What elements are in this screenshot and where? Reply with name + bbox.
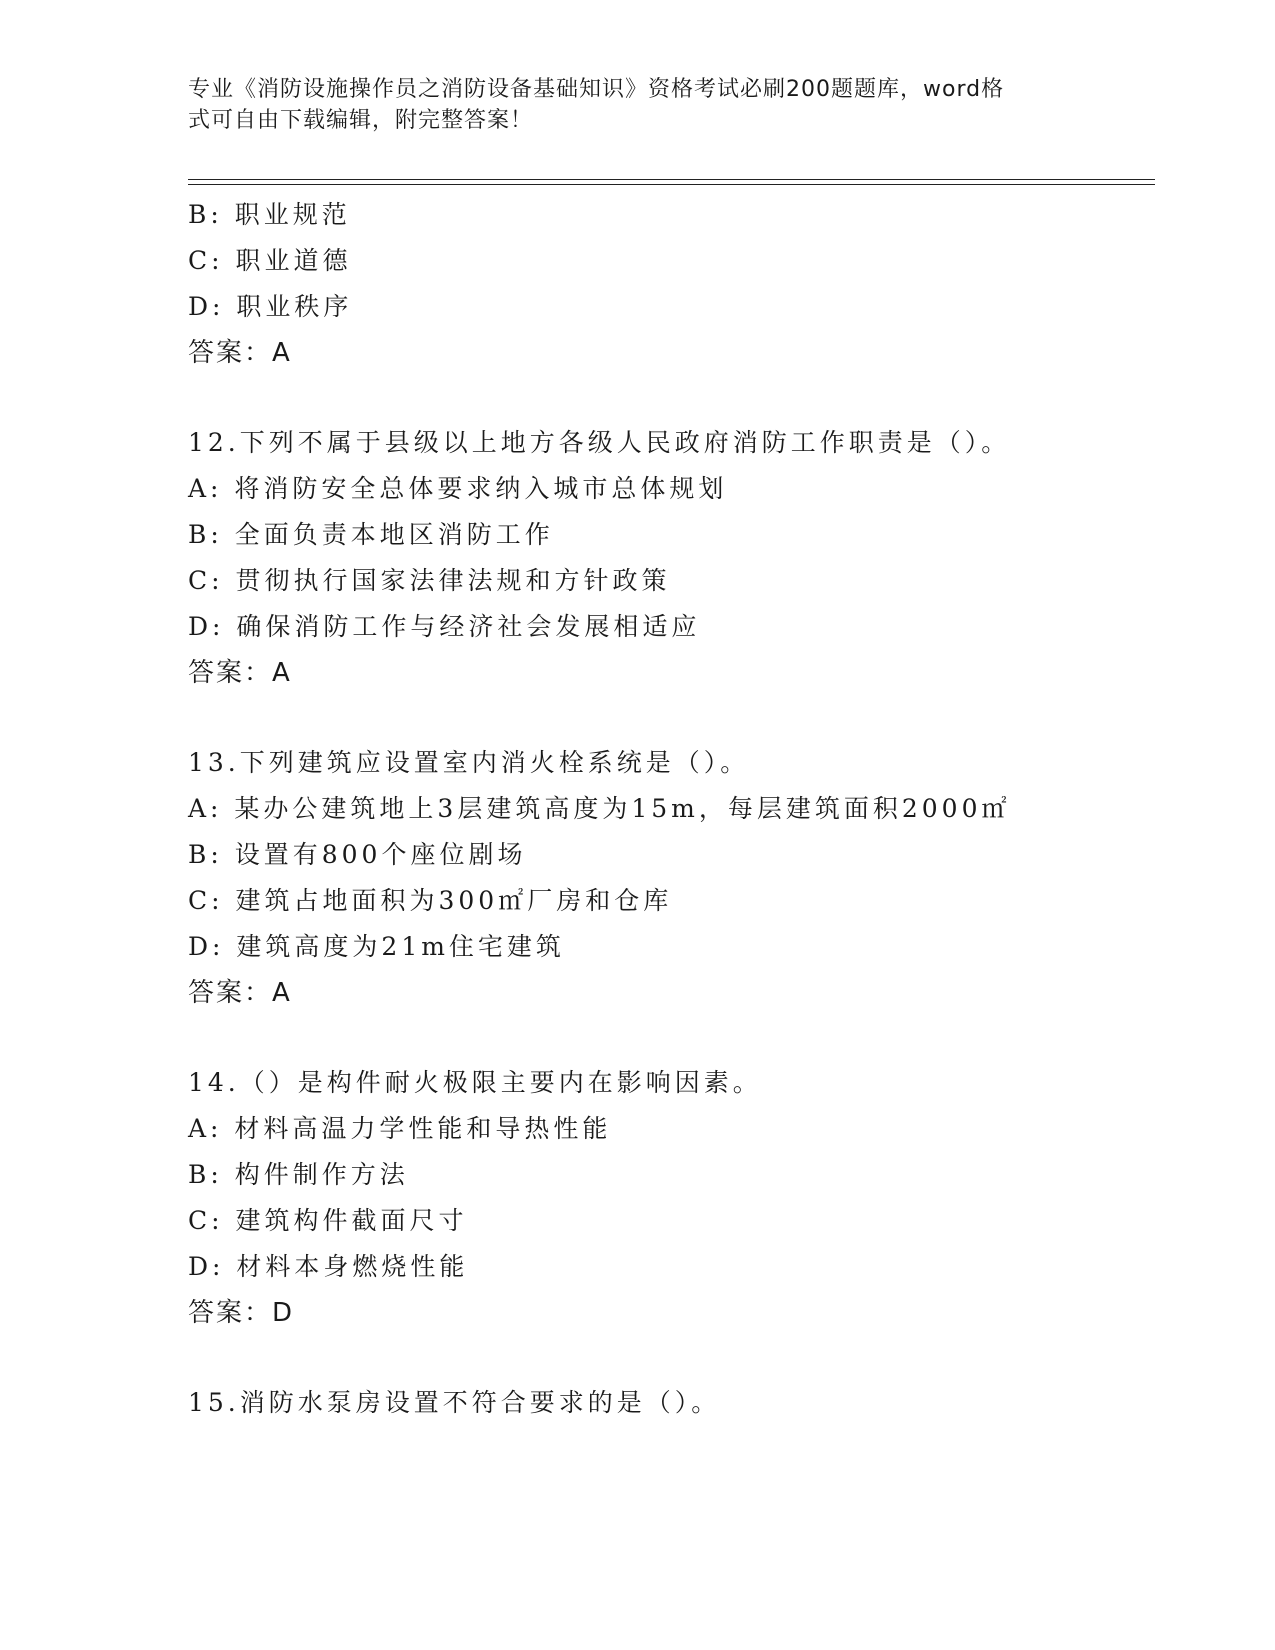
answer-line: 答案：A [188,658,292,688]
option-d: D: 建筑高度为21m住宅建筑 [188,932,565,961]
option-d: D: 职业秩序 [188,292,353,321]
header-line-2: 式可自由下载编辑，附完整答案！ [188,108,534,133]
option-a: A: 材料高温力学性能和导热性能 [188,1114,612,1143]
answer-line: 答案：A [188,978,292,1008]
header-line-1: 专业《消防设施操作员之消防设备基础知识》资格考试必刷200题题库，word格 [188,77,1005,102]
document-header [188,74,1068,136]
question-stem: 12.下列不属于县级以上地方各级人民政府消防工作职责是（）。 [188,428,1011,457]
option-a: A: 将消防安全总体要求纳入城市总体规划 [188,474,728,503]
option-b: B: 职业规范 [188,200,351,229]
question-stem: 15.消防水泵房设置不符合要求的是（）。 [188,1388,721,1417]
question-15 [188,1380,1148,1426]
question-list [188,192,1148,1426]
answer-line: 答案：A [188,338,292,368]
question-11-tail [188,192,1148,376]
option-b: B: 全面负责本地区消防工作 [188,520,554,549]
option-a: A: 某办公建筑地上3层建筑高度为15m，每层建筑面积2000㎡ [188,794,1011,823]
option-c: C: 职业道德 [188,246,352,275]
question-stem: 13.下列建筑应设置室内消火栓系统是（）。 [188,748,750,777]
option-d: D: 材料本身燃烧性能 [188,1252,469,1281]
header-rule-top [188,179,1155,180]
option-c: C: 贯彻执行国家法律法规和方针政策 [188,566,671,595]
option-c: C: 建筑构件截面尺寸 [188,1206,468,1235]
option-d: D: 确保消防工作与经济社会发展相适应 [188,612,701,641]
question-14 [188,1060,1148,1336]
answer-line: 答案：D [188,1298,295,1328]
question-stem: 14.（）是构件耐火极限主要内在影响因素。 [188,1068,762,1097]
question-12 [188,420,1148,696]
header-rule-bottom [188,184,1155,185]
option-c: C: 建筑占地面积为300㎡厂房和仓库 [188,886,673,915]
option-b: B: 设置有800个座位剧场 [188,840,527,869]
option-b: B: 构件制作方法 [188,1160,409,1189]
question-13 [188,740,1148,1016]
